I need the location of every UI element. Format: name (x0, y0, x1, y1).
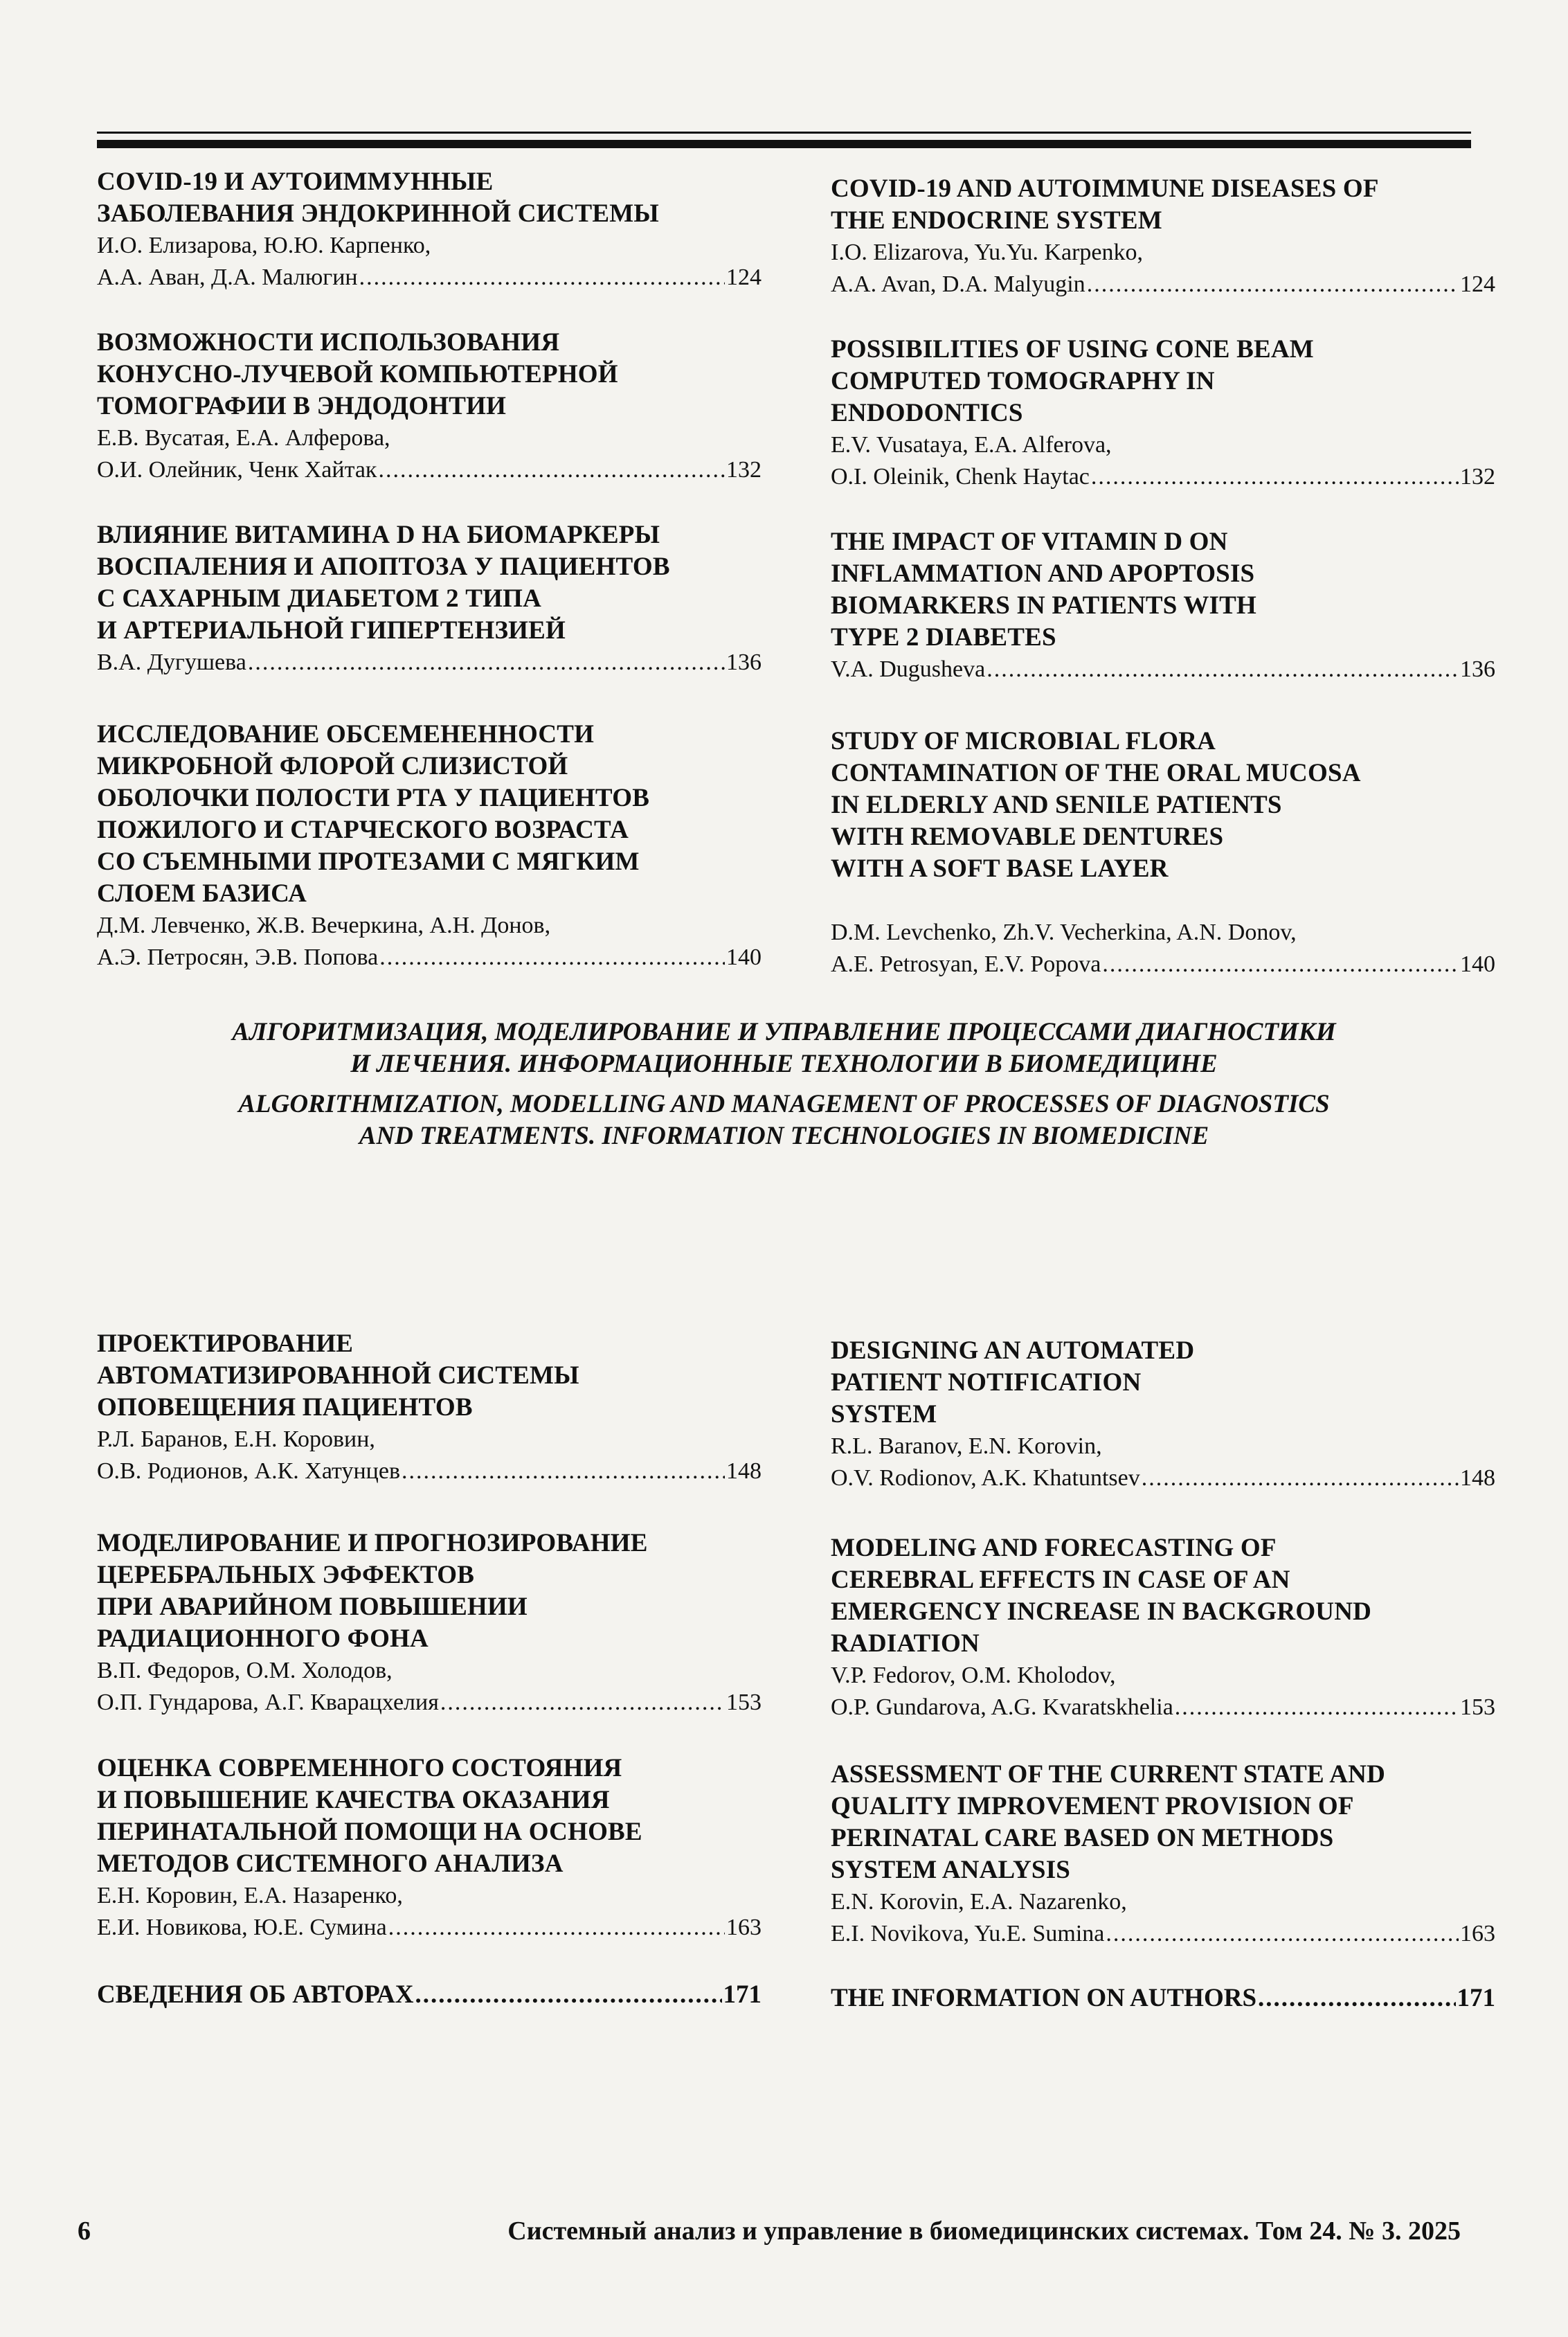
entry-title: THE IMPACT OF VITAMIN D ON INFLAMMATION AND APOPTOSIS BIOMARKERS IN PATIENTS WITH TYPE 2 DIABETES (831, 528, 1256, 652)
entry-title: ИССЛЕДОВАНИЕ ОБСЕМЕНЕННОСТИ МИКРОБНОЙ ФЛОРОЙ СЛИЗИСТОЙ ОБОЛОЧКИ ПОЛОСТИ РТА У ПАЦИЕНТОВ ПОЖИЛОГО И СТАРЧЕСКОГО ВОЗРАСТА СО СЪЕМНЫМИ ПРОТЕЗАМИ С МЯГКИМ СЛОЕМ БАЗИСА (97, 720, 650, 908)
entry-authors: E.V. Vusataya, E.A. Alferova, (831, 432, 1112, 458)
dot-leader (248, 647, 725, 679)
entry-leader-line (97, 1687, 762, 1719)
entry-authors-last: V.A. Dugusheva (831, 656, 986, 682)
entry-title: МОДЕЛИРОВАНИЕ И ПРОГНОЗИРОВАНИЕ ЦЕРЕБРАЛЬНЫХ ЭФФЕКТОВ ПРИ АВАРИЙНОМ ПОВЫШЕНИИ РАДИАЦИОННОГО ФОНА (97, 1529, 648, 1653)
toc-entry[interactable] (97, 1528, 762, 1719)
entry-leader-line (831, 1982, 1495, 2014)
toc-entry[interactable] (97, 719, 762, 974)
entry-leader-line (97, 647, 762, 679)
entry-title: POSSIBILITIES OF USING CONE BEAM COMPUTED TOMOGRAPHY IN ENDODONTICS (831, 335, 1314, 427)
section-heading-russian (97, 1017, 1471, 1080)
entry-authors: Е.Н. Коровин, Е.А. Назаренко, (97, 1883, 403, 1908)
entry-authors-last: E.I. Novikova, Yu.E. Sumina (831, 1921, 1105, 1946)
entry-title: ПРОЕКТИРОВАНИЕ АВТОМАТИЗИРОВАННОЙ СИСТЕМЫ ОПОВЕЩЕНИЯ ПАЦИЕНТОВ (97, 1329, 579, 1422)
entry-authors: Е.В. Вусатая, Е.А. Алферова, (97, 425, 390, 451)
entry-authors: V.P. Fedorov, O.M. Kholodov, (831, 1663, 1116, 1688)
toc-entry-authors-info[interactable] (831, 1982, 1495, 2014)
section-heading-line: И ЛЕЧЕНИЯ. ИНФОРМАЦИОННЫЕ ТЕХНОЛОГИИ В БИОМЕДИЦИНЕ (350, 1050, 1218, 1078)
dot-leader (379, 942, 725, 974)
dot-leader (388, 1912, 725, 1944)
entry-authors-last: О.В. Родионов, А.К. Хатунцев (97, 1458, 400, 1484)
entry-authors: R.L. Baranov, E.N. Korovin, (831, 1433, 1102, 1459)
entry-title: ASSESSMENT OF THE CURRENT STATE AND QUALITY IMPROVEMENT PROVISION OF PERINATAL CARE BASED ON METHODS SYSTEM ANALYSIS (831, 1760, 1386, 1884)
entry-title: COVID-19 AND AUTOIMMUNE DISEASES OF THE ENDOCRINE SYSTEM (831, 174, 1379, 235)
blank-line (831, 885, 1495, 917)
dot-leader (378, 454, 725, 486)
entry-leader-line (831, 1462, 1495, 1494)
entry-leader-line (97, 1456, 762, 1487)
entry-leader-line (97, 1912, 762, 1944)
entry-authors-last: В.А. Дугушева (97, 650, 246, 675)
dot-leader (440, 1687, 725, 1719)
entry-authors-last: А.А. Аван, Д.А. Малюгин (97, 265, 358, 290)
entry-page-number: 171 (1457, 1984, 1495, 2012)
entry-authors: Р.Л. Баранов, Е.Н. Коровин, (97, 1426, 375, 1452)
entry-title: СВЕДЕНИЯ ОБ АВТОРАХ (97, 1980, 414, 2009)
toc-entry[interactable] (97, 327, 762, 486)
entry-page-number: 148 (1460, 1465, 1495, 1491)
entry-title: ОЦЕНКА СОВРЕМЕННОГО СОСТОЯНИЯ И ПОВЫШЕНИЕ КАЧЕСТВА ОКАЗАНИЯ ПЕРИНАТАЛЬНОЙ ПОМОЩИ НА ОСНОВЕ МЕТОДОВ СИСТЕМНОГО АНАЛИЗА (97, 1754, 642, 1878)
toc-entry[interactable] (97, 166, 762, 294)
dot-leader (415, 1979, 721, 2011)
entry-authors-last: O.V. Rodionov, A.K. Khatuntsev (831, 1465, 1140, 1491)
entry-page-number: 124 (726, 265, 762, 290)
dot-leader (1106, 1918, 1459, 1950)
dot-leader (1175, 1692, 1459, 1723)
entry-page-number: 163 (726, 1915, 762, 1940)
entry-authors: В.П. Федоров, О.М. Холодов, (97, 1658, 393, 1683)
entry-authors-last: O.I. Oleinik, Chenk Haytac (831, 464, 1090, 490)
entry-page-number: 132 (726, 457, 762, 483)
entry-page-number: 136 (726, 650, 762, 675)
section-heading-english (97, 1089, 1471, 1152)
entry-leader-line (831, 1692, 1495, 1723)
journal-footer: Системный анализ и управление в биомедицинских системах. Том 24. № 3. 2025 (507, 2217, 1461, 2246)
entry-page-number: 153 (726, 1690, 762, 1715)
entry-authors: I.O. Elizarova, Yu.Yu. Karpenko, (831, 240, 1143, 265)
entry-leader-line (831, 654, 1495, 686)
dot-leader (359, 262, 725, 294)
entry-authors: E.N. Korovin, E.A. Nazarenko, (831, 1889, 1127, 1915)
section-heading-line: ALGORITHMIZATION, MODELLING AND MANAGEMENT OF PROCESSES OF DIAGNOSTICS (238, 1090, 1330, 1118)
toc-entry[interactable] (831, 173, 1495, 301)
entry-page-number: 140 (1460, 951, 1495, 977)
entry-page-number: 132 (1460, 464, 1495, 490)
entry-leader-line (831, 1918, 1495, 1950)
toc-entry[interactable] (831, 334, 1495, 493)
entry-authors-last: А.Э. Петросян, Э.В. Попова (97, 944, 379, 970)
entry-leader-line (97, 942, 762, 974)
entry-authors-last: О.П. Гундарова, А.Г. Кварацхелия (97, 1690, 439, 1715)
entry-title: ВОЗМОЖНОСТИ ИСПОЛЬЗОВАНИЯ КОНУСНО-ЛУЧЕВОЙ КОМПЬЮТЕРНОЙ ТОМОГРАФИИ В ЭНДОДОНТИИ (97, 328, 618, 420)
dot-leader (1142, 1462, 1459, 1494)
entry-page-number: 124 (1460, 271, 1495, 297)
entry-leader-line (831, 269, 1495, 301)
entry-authors-last: A.E. Petrosyan, E.V. Popova (831, 951, 1101, 977)
dot-leader (402, 1456, 725, 1487)
dot-leader (1087, 269, 1459, 301)
entry-leader-line (97, 1979, 762, 2011)
toc-entry[interactable] (831, 526, 1495, 686)
entry-title: MODELING AND FORECASTING OF CEREBRAL EFFECTS IN CASE OF AN EMERGENCY INCREASE IN BACKGROUND RADIATION (831, 1534, 1372, 1658)
toc-entry-authors-info[interactable] (97, 1979, 762, 2011)
entry-leader-line (97, 454, 762, 486)
entry-authors: И.О. Елизарова, Ю.Ю. Карпенко, (97, 233, 431, 258)
toc-entry[interactable] (831, 1335, 1495, 1494)
toc-entry[interactable] (831, 726, 1495, 981)
entry-page-number: 136 (1460, 656, 1495, 682)
entry-leader-line (97, 262, 762, 294)
section-heading-line: АЛГОРИТМИЗАЦИЯ, МОДЕЛИРОВАНИЕ И УПРАВЛЕНИЕ ПРОЦЕССАМИ ДИАГНОСТИКИ (232, 1018, 1336, 1046)
entry-authors-last: A.A. Avan, D.A. Malyugin (831, 271, 1085, 297)
entry-page-number: 148 (726, 1458, 762, 1484)
dot-leader (1091, 461, 1459, 493)
dot-leader (986, 654, 1459, 686)
entry-page-number: 171 (723, 1980, 762, 2009)
header-rule-thick (97, 140, 1471, 148)
toc-entry[interactable] (97, 519, 762, 679)
toc-entry[interactable] (831, 1532, 1495, 1723)
entry-authors-last: O.P. Gundarova, A.G. Kvaratskhelia (831, 1694, 1173, 1720)
header-rule-thin (97, 132, 1471, 134)
entry-title: ВЛИЯНИЕ ВИТАМИНА D НА БИОМАРКЕРЫ ВОСПАЛЕНИЯ И АПОПТОЗА У ПАЦИЕНТОВ С САХАРНЫМ ДИАБЕТОМ 2 ТИПА И АРТЕРИАЛЬНОЙ ГИПЕРТЕНЗИЕЙ (97, 521, 670, 645)
entry-authors: D.M. Levchenko, Zh.V. Vecherkina, A.N. Donov, (831, 920, 1297, 945)
entry-title: THE INFORMATION ON AUTHORS (831, 1984, 1257, 2012)
entry-title: DESIGNING AN AUTOMATED PATIENT NOTIFICATION SYSTEM (831, 1336, 1195, 1429)
entry-authors-last: О.И. Олейник, Ченк Хайтак (97, 457, 377, 483)
toc-entry[interactable] (831, 1759, 1495, 1950)
toc-entry[interactable] (97, 1328, 762, 1487)
entry-page-number: 153 (1460, 1694, 1495, 1720)
entry-authors-last: Е.И. Новикова, Ю.Е. Сумина (97, 1915, 387, 1940)
entry-title: STUDY OF MICROBIAL FLORA CONTAMINATION OF THE ORAL MUCOSA IN ELDERLY AND SENILE PATIENTS WITH REMOVABLE DENTURES WITH A SOFT BASE LAYER (831, 727, 1361, 883)
entry-leader-line (831, 461, 1495, 493)
page-number: 6 (78, 2217, 91, 2246)
dot-leader (1258, 1982, 1455, 2014)
section-heading-line: AND TREATMENTS. INFORMATION TECHNOLOGIES IN BIOMEDICINE (359, 1122, 1209, 1150)
dot-leader (1102, 949, 1459, 981)
entry-page-number: 163 (1460, 1921, 1495, 1946)
entry-authors: Д.М. Левченко, Ж.В. Вечеркина, А.Н. Донов, (97, 913, 551, 938)
entry-title: COVID-19 И АУТОИММУННЫЕ ЗАБОЛЕВАНИЯ ЭНДОКРИННОЙ СИСТЕМЫ (97, 168, 659, 228)
entry-page-number: 140 (726, 944, 762, 970)
entry-leader-line (831, 949, 1495, 981)
toc-entry[interactable] (97, 1753, 762, 1944)
